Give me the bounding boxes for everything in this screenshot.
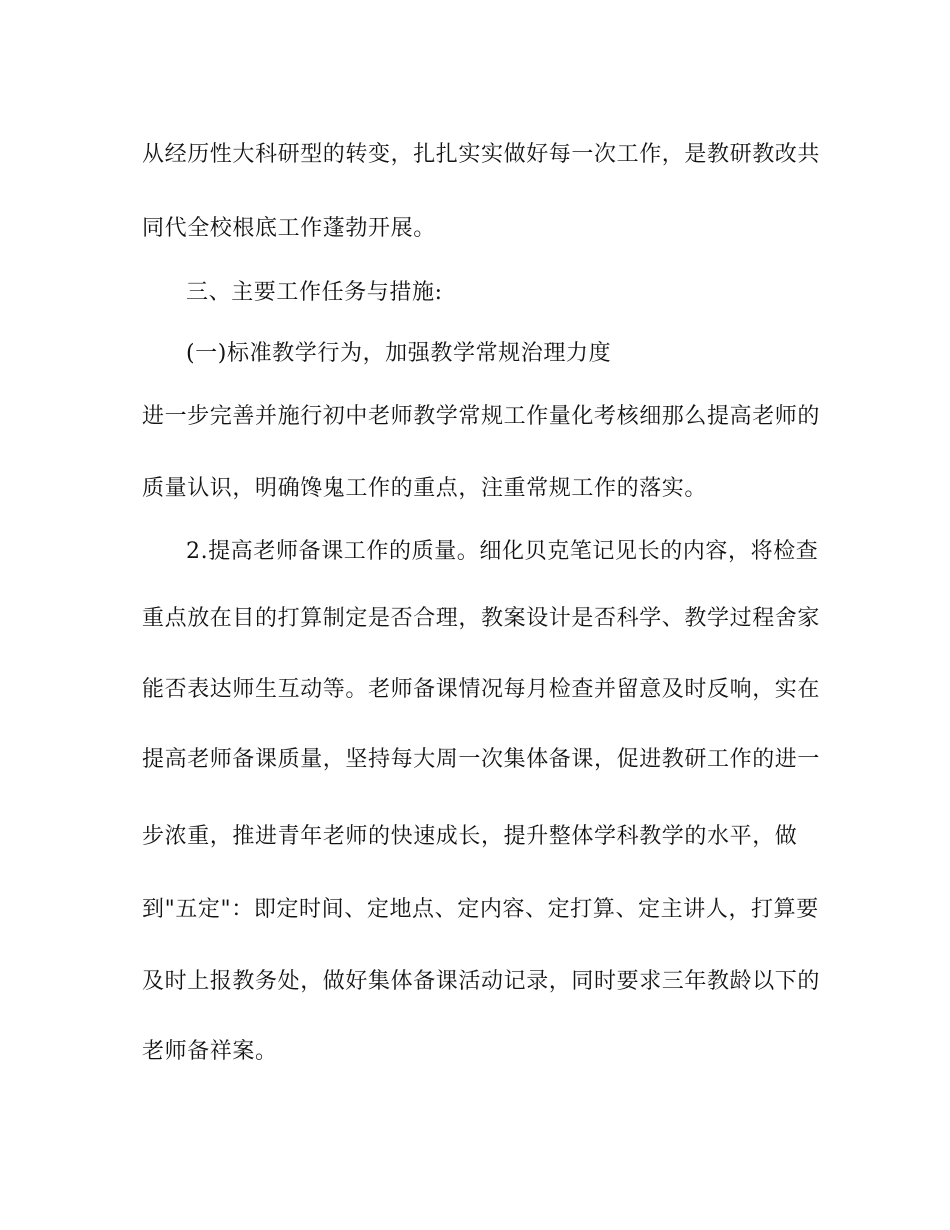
subsection-heading: (一)标准教学行为，加强教学常规治理力度	[186, 341, 612, 366]
text-line: 质量认识，明确馋鬼工作的重点，注重常规工作的落实。	[142, 476, 708, 501]
text-line: 到"五定"：即定时间、定地点、定内容、定打算、定主讲人，打算要	[142, 897, 819, 922]
text-line: 步浓重，推进青年老师的快速成长，提升整体学科教学的水平，做	[142, 824, 798, 849]
paragraph-start: 2.提高老师备课工作的质量。细化贝克笔记见长的内容，将检查	[186, 539, 819, 564]
text-line: 重点放在目的打算制定是否合理，教案设计是否科学、教学过程舍家	[142, 606, 821, 631]
text-line: 同代全校根底工作蓬勃开展。	[142, 216, 436, 241]
text-line: 提高老师备课质量，坚持每大周一次集体备课，促进教研工作的进一	[142, 747, 821, 772]
section-heading: 三、主要工作任务与措施:	[186, 280, 443, 305]
text-line: 能否表达师生互动等。老师备课情况每月检查并留意及时反响，实在	[142, 677, 821, 702]
text-line: 及时上报教务处，做好集体备课活动记录，同时要求三年教龄以下的	[142, 969, 821, 994]
text-line: 老师备祥案。	[142, 1039, 278, 1064]
text-line: 进一步完善并施行初中老师教学常规工作量化考核细那么提高老师的	[142, 404, 821, 429]
text-line: 从经历性大科研型的转变，扎扎实实做好每一次工作，是教研教改共	[142, 142, 821, 167]
